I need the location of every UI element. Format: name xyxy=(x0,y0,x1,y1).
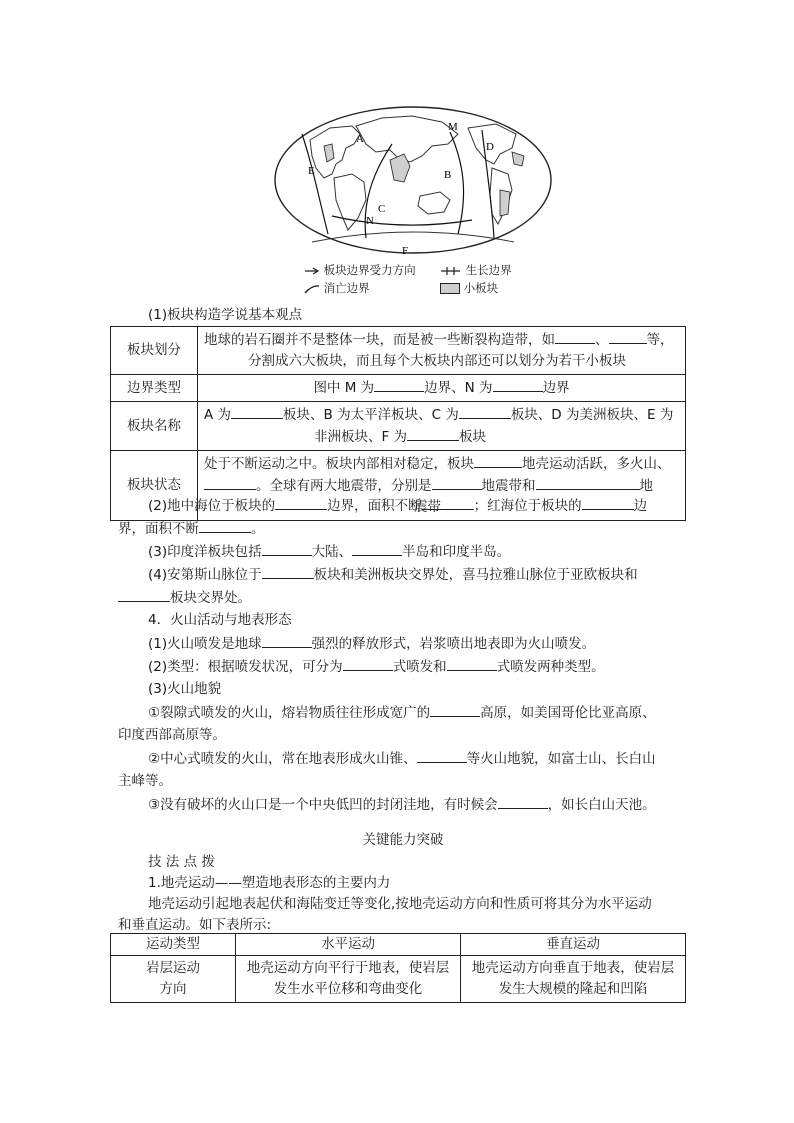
section4-item1-cont: 印度西部高原等。 xyxy=(118,727,226,743)
text: 非洲板块、F 为 xyxy=(314,429,408,445)
legend-growth xyxy=(440,262,512,278)
plate-label-C: C xyxy=(378,203,386,215)
text: 地壳运动方向平行于地表，使岩层 xyxy=(246,960,450,976)
table-row xyxy=(111,956,686,1003)
text: (2)类型：根据喷发状况，可分为 xyxy=(148,659,343,675)
text: 、 xyxy=(595,332,609,348)
plate-label-E: E xyxy=(308,165,315,177)
blank xyxy=(262,564,314,579)
text: 地震带和 xyxy=(481,478,536,494)
header-type: 运动类型 xyxy=(111,934,236,956)
section4-p1 xyxy=(118,633,718,655)
question-4-cont xyxy=(118,587,688,609)
crust-movement-heading: 1.地壳运动——塑造地表形态的主要内力 xyxy=(148,875,391,891)
row-head-state: 板块状态 xyxy=(111,451,198,521)
text: 式喷发两种类型。 xyxy=(496,659,605,675)
blank xyxy=(609,329,647,344)
plate-label-B: B xyxy=(444,169,452,181)
section4-item3 xyxy=(118,794,718,816)
text: 边界 xyxy=(542,380,570,396)
blank xyxy=(474,453,522,468)
text: 边界，面积不断 xyxy=(327,498,422,514)
text: 高原，如美国哥伦比亚高原、 xyxy=(480,705,656,721)
table-row xyxy=(111,402,686,451)
text: 板块和美洲板块交界处，喜马拉雅山脉位于亚欧板块和 xyxy=(313,567,638,583)
blank xyxy=(374,377,424,392)
text: 震带 xyxy=(414,499,441,515)
question-2 xyxy=(118,495,718,517)
legend-subduction-label: 消亡边界 xyxy=(323,281,370,295)
tips-heading: 技 法 点 拨 xyxy=(148,854,215,870)
legend-force xyxy=(304,262,416,278)
plate-theory-table xyxy=(110,326,686,521)
legend-small-plate xyxy=(440,280,498,296)
question-3 xyxy=(118,541,718,563)
text: 板块、B 为太平洋板块、C 为 xyxy=(283,407,459,423)
text: 板块、D 为美洲板块、E 为 xyxy=(510,407,674,423)
plate-label-A: A xyxy=(356,133,364,145)
crust-movement-para: 地壳运动引起地表起伏和海陆变迁等变化,按地壳运动方向和性质可将其分为水平运动 xyxy=(148,896,652,912)
text: ②中心式喷发的火山，常在地表形成火山锥、 xyxy=(148,751,417,767)
blank xyxy=(536,475,640,490)
row-head-direction xyxy=(111,956,236,1003)
text: (4)安第斯山脉位于 xyxy=(148,567,262,583)
section4-item2-cont: 主峰等。 xyxy=(118,773,172,789)
text: (1)火山喷发是地球 xyxy=(148,636,262,652)
text: 岩层运动 xyxy=(146,960,200,976)
section4-title: 4．火山活动与地表形态 xyxy=(148,612,292,628)
blank xyxy=(352,541,402,556)
text: 分割成六大板块，而且每个大板块内部还可以划分为若干小板块 xyxy=(248,353,626,369)
text: 边界、N 为 xyxy=(424,380,493,396)
blank xyxy=(275,495,327,510)
blank xyxy=(231,404,283,419)
key-section-title: 关键能力突破 xyxy=(362,832,444,848)
row-head-names: 板块名称 xyxy=(111,402,198,451)
text: 界，面积不断 xyxy=(118,521,199,537)
blank xyxy=(430,702,480,717)
crust-movement-table xyxy=(110,933,686,1003)
vertical-cell xyxy=(461,956,686,1003)
text: ①裂隙式喷发的火山，熔岩物质往往形成宽广的 xyxy=(148,705,431,721)
subduction-boundary-icon xyxy=(304,284,320,294)
boundary-label-M: M xyxy=(448,121,458,133)
text: 等火山地貌，如富士山、长白山 xyxy=(466,751,656,767)
question-4 xyxy=(118,564,718,586)
text: 等， xyxy=(646,332,674,348)
division-cell xyxy=(198,327,686,375)
text: 强烈的释放形式，岩浆喷出地表即为火山喷发。 xyxy=(311,636,596,652)
text: 方向 xyxy=(159,981,187,997)
text: 。 xyxy=(251,521,265,537)
text: 式喷发和 xyxy=(392,659,447,675)
legend-growth-label: 生长边界 xyxy=(465,263,512,277)
text: (3)印度洋板块包括 xyxy=(148,544,262,560)
text: 处于不断运动之中。板块内部相对稳定，板块 xyxy=(204,456,474,472)
table-header-row xyxy=(111,934,686,956)
blank xyxy=(262,541,312,556)
header-vertical: 垂直运动 xyxy=(461,934,686,956)
text: 板块 xyxy=(459,429,487,445)
blank xyxy=(417,748,467,763)
row-head-boundary: 边界类型 xyxy=(111,375,198,402)
table-row xyxy=(111,375,686,402)
names-cell xyxy=(198,402,686,451)
growth-boundary-icon xyxy=(440,266,462,276)
text: (2)地中海位于板块的 xyxy=(148,498,276,514)
blank xyxy=(447,656,497,671)
plate-label-F: F xyxy=(402,245,409,256)
text: 大陆、 xyxy=(311,544,353,560)
blank xyxy=(204,475,256,490)
boundary-label-N: N xyxy=(366,215,374,227)
blank xyxy=(498,794,548,809)
figure-legend xyxy=(304,262,524,298)
text: 地 xyxy=(639,478,653,494)
text: 地壳运动活跃，多火山、 xyxy=(522,456,671,472)
section4-p2 xyxy=(118,656,718,678)
text: 发生大规模的隆起和凹陷 xyxy=(498,981,648,997)
section4-item1 xyxy=(118,702,718,724)
force-arrow-icon xyxy=(304,266,320,276)
table-row xyxy=(111,327,686,375)
text: ；红海位于板块的 xyxy=(473,498,582,514)
part1-heading: (1)板块构造学说基本观点 xyxy=(148,307,303,323)
text: ③没有破坏的火山口是一个中央低凹的封闭洼地，有时候会 xyxy=(148,797,498,813)
text: ，如长白山天池。 xyxy=(547,797,656,813)
plate-label-D: D xyxy=(486,141,494,153)
horizontal-cell xyxy=(236,956,461,1003)
text: 板块交界处。 xyxy=(170,590,251,606)
blank xyxy=(199,518,251,533)
plate-map-svg xyxy=(272,104,554,256)
text: A 为 xyxy=(204,407,232,423)
section4-item2 xyxy=(118,748,718,770)
text: 发生水平位移和弯曲变化 xyxy=(273,981,423,997)
legend-force-label: 板块边界受力方向 xyxy=(323,263,416,277)
blank xyxy=(459,404,511,419)
boundary-cell xyxy=(198,375,686,402)
text: 边 xyxy=(633,498,648,514)
text: 图中 M 为 xyxy=(313,380,375,396)
legend-subduction xyxy=(304,280,370,296)
blank xyxy=(582,495,634,510)
blank xyxy=(422,495,474,510)
blank xyxy=(432,475,482,490)
blank xyxy=(343,656,393,671)
text: 。全球有两大地震带，分别是 xyxy=(256,478,432,494)
text: 半岛和印度半岛。 xyxy=(402,544,511,560)
text: 地球的岩石圈并不是整体一块，而是被一些断裂构造带，如 xyxy=(204,332,555,348)
blank xyxy=(118,587,170,602)
question-2-cont xyxy=(118,518,688,540)
blank xyxy=(555,329,595,344)
blank xyxy=(262,633,312,648)
small-plate-swatch-icon xyxy=(440,283,460,294)
blank xyxy=(493,377,543,392)
legend-small-plate-label: 小板块 xyxy=(463,281,499,295)
header-horizontal: 水平运动 xyxy=(236,934,461,956)
plate-map-figure xyxy=(272,104,554,256)
crust-movement-para-cont: 和垂直运动。如下表所示: xyxy=(118,917,272,933)
section4-p3: (3)火山地貌 xyxy=(148,681,222,697)
row-head-division: 板块划分 xyxy=(111,327,198,375)
blank xyxy=(407,426,459,441)
text: 地壳运动方向垂直于地表，使岩层 xyxy=(471,960,675,976)
